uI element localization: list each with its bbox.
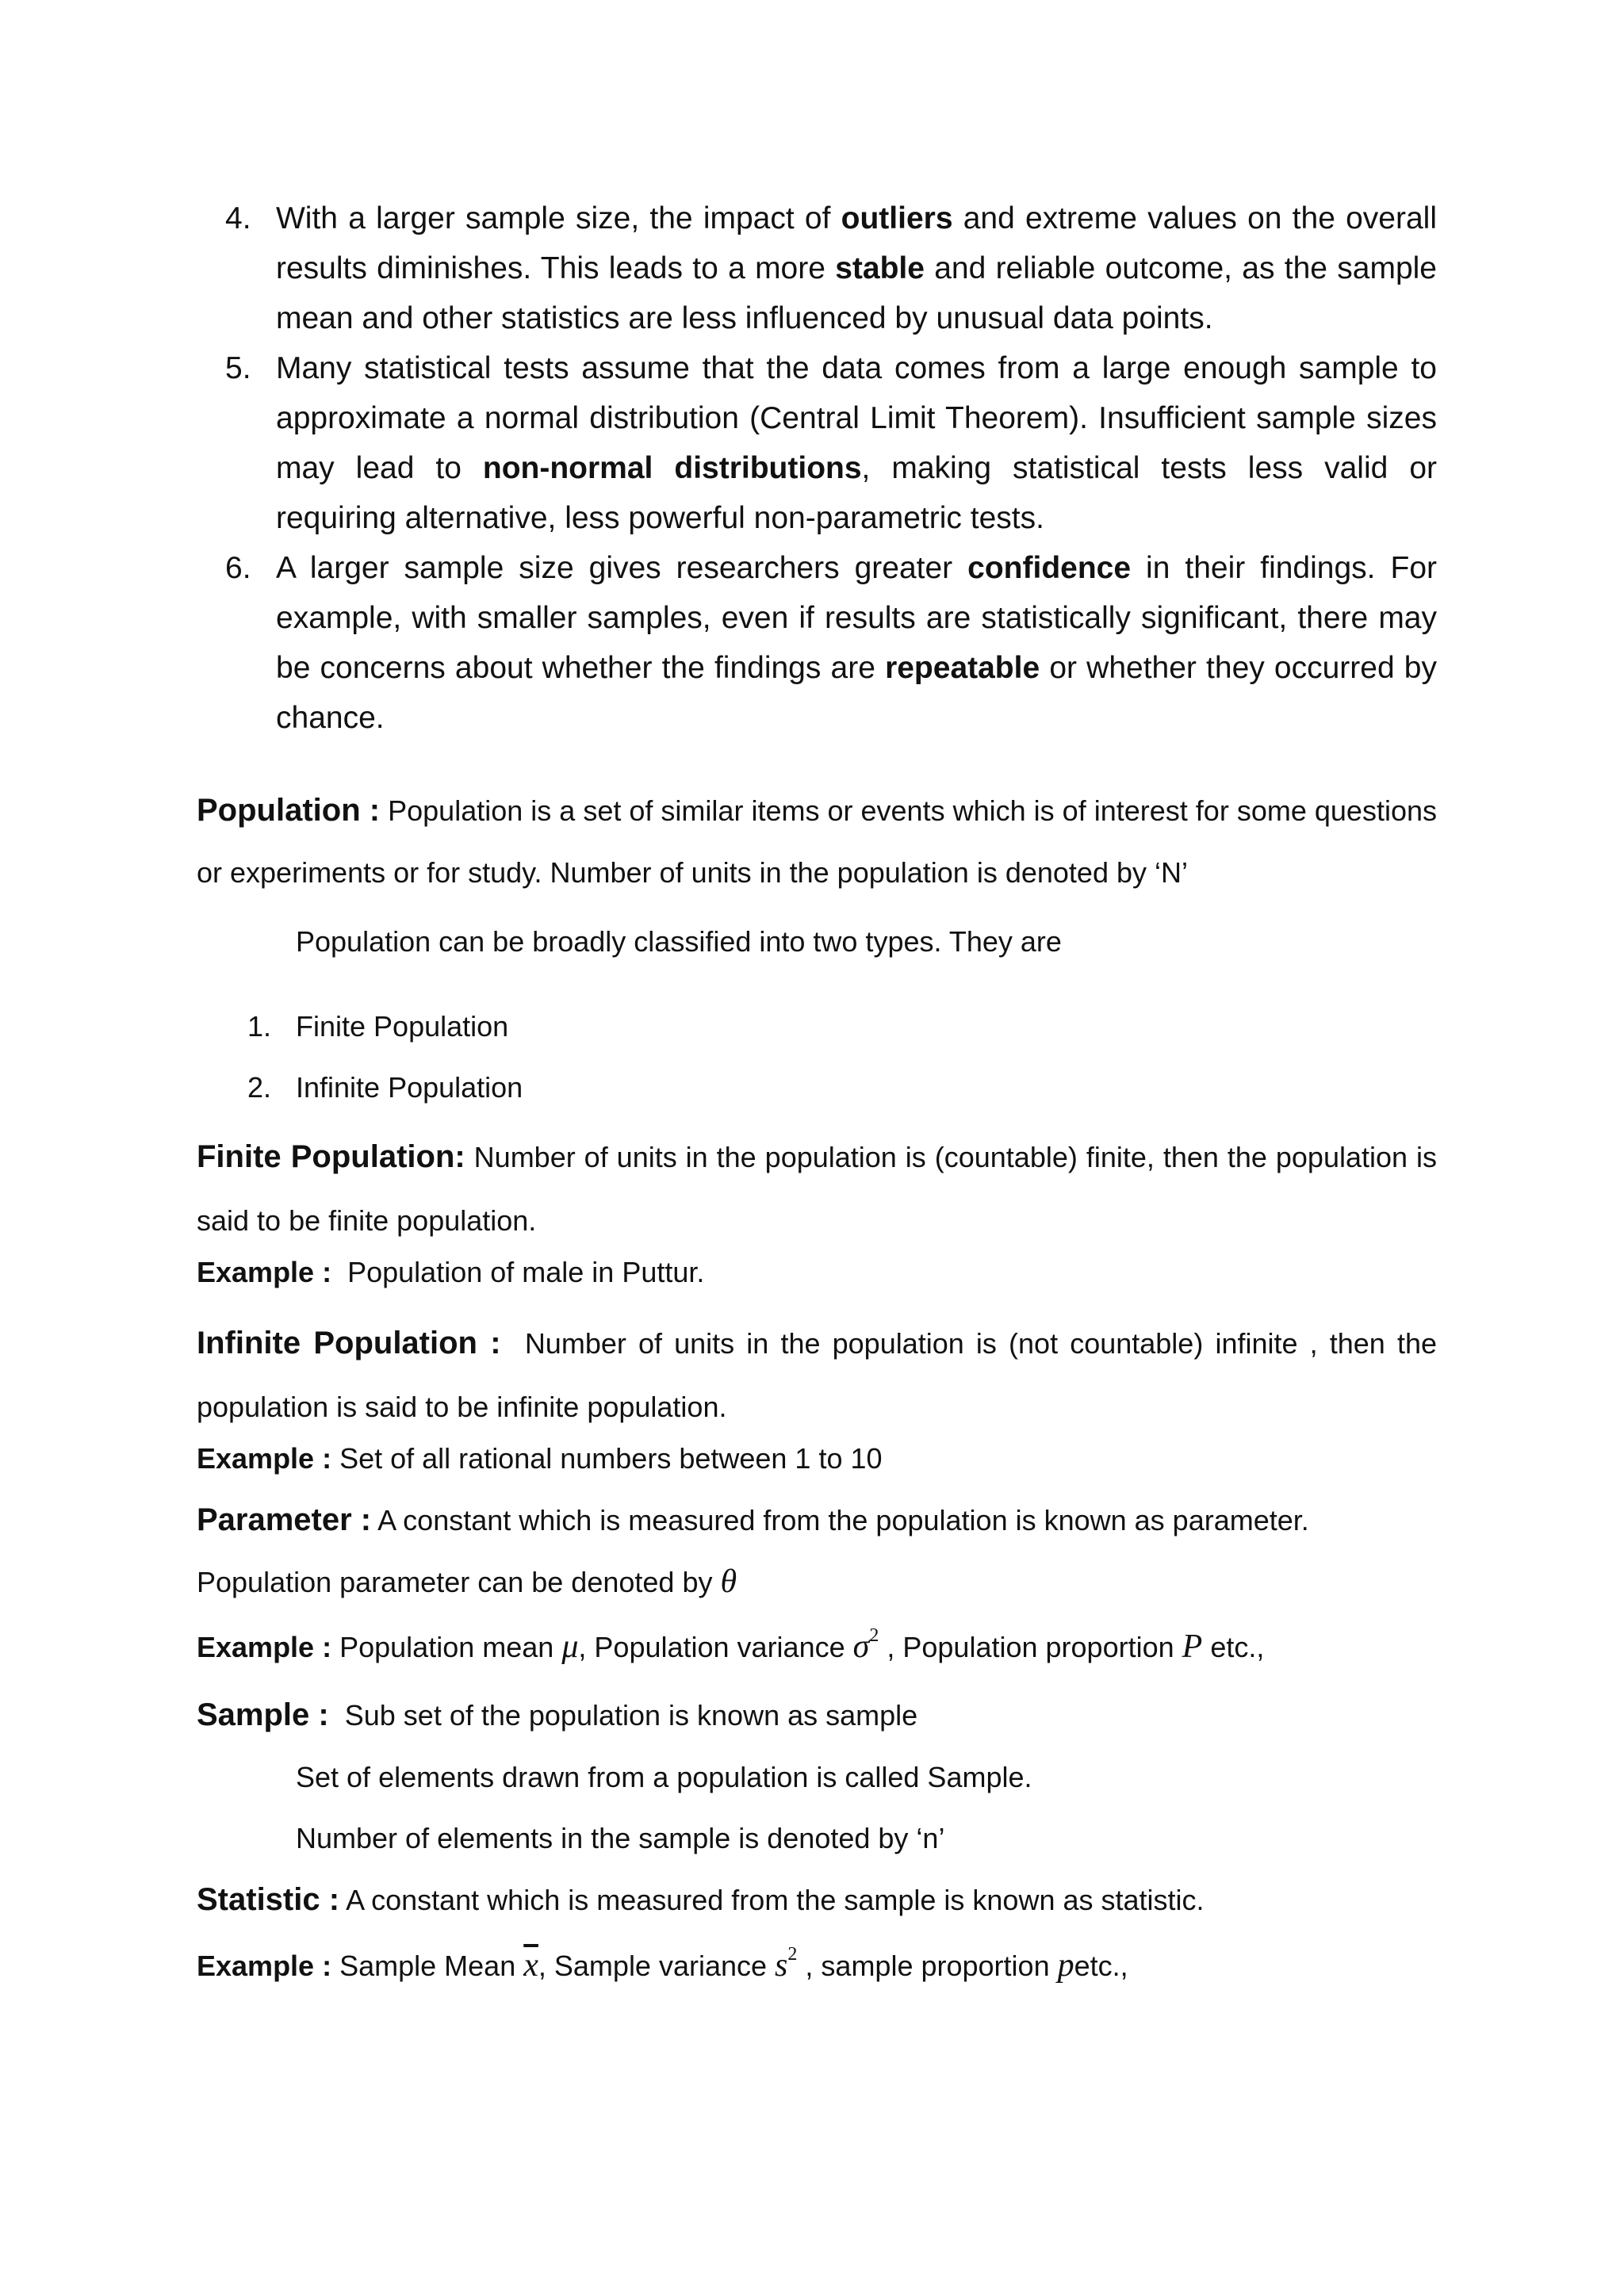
keyword-outliers: outliers — [841, 201, 953, 235]
list-number: 6. — [225, 551, 251, 585]
mu-symbol: μ — [561, 1628, 579, 1665]
finite-population-heading: Finite Population: — [197, 1139, 465, 1174]
list-item: 6. A larger sample size gives researchers greater confidence in their findings. For example, with smaller samples, even if results are statistically significant, there may be concerns about whether the findings are repeatable or whether they occurred by chance. — [197, 543, 1437, 743]
list-number: 5. — [225, 351, 251, 385]
P-symbol: P — [1182, 1628, 1203, 1665]
population-types-list — [197, 996, 523, 1118]
list-item: 5. Many statistical tests assume that the data comes from a large enough sample to approximate a normal distribution (Central Limit Theorem). Insufficient sample sizes may lead to non-normal distributions, making statistical tests less valid or requiring alternative, less powerful non-parametric tests. — [197, 343, 1437, 543]
sample-line-3: Number of elements in the sample is denoted by ‘n’ — [296, 1822, 945, 1854]
finite-example: Example : Population of male in Puttur. — [197, 1256, 705, 1288]
s-symbol: s — [775, 1947, 788, 1984]
infinite-example: Example : Set of all rational numbers between 1 to 10 — [197, 1442, 883, 1475]
finite-population-definition: Finite Population: Number of units in the population is (countable) finite, then the population is said to be finite population. — [197, 1139, 1437, 1237]
example-label: Example : — [197, 1631, 332, 1663]
infinite-population-heading: Infinite Population : — [197, 1326, 501, 1360]
parameter-definition: Parameter : A constant which is measured from the population is known as parameter. — [197, 1502, 1309, 1537]
statistic-example: Example : Sample Mean $\overline{x}$, Sample variance $s^2$ , sample proportion petc., — [197, 1944, 1128, 1984]
infinite-population-definition: Infinite Population : Number of units in the population is (not countable) infinite , then the population is said to be infinite population. — [197, 1326, 1438, 1423]
sample-size-list — [197, 193, 1437, 743]
sample-heading: Sample : — [197, 1697, 329, 1732]
theta-symbol: θ — [720, 1563, 737, 1600]
population-heading: Population : — [197, 793, 381, 828]
parameter-notation: Population parameter can be denoted by θ — [197, 1563, 737, 1600]
parameter-heading: Parameter : — [197, 1502, 372, 1537]
example-label: Example : — [197, 1442, 332, 1475]
list-item: 2. Infinite Population — [247, 1071, 523, 1104]
example-label: Example : — [197, 1256, 332, 1288]
list-item: 4. With a larger sample size, the impact of outliers and extreme values on the overall results diminishes. This leads to a more stable and reliable outcome, as the sample mean and other statistics are less influenced by unusual data points. — [197, 193, 1437, 343]
population-types-intro: Population can be broadly classified into two types. They are — [296, 925, 1062, 958]
sample-definition: Sample : Sub set of the population is known as sample — [197, 1697, 918, 1732]
p-symbol: p — [1057, 1947, 1074, 1984]
xbar-symbol: $\overline{x}$ — [523, 1947, 538, 1984]
statistic-definition: Statistic : A constant which is measured from the sample is known as statistic. — [197, 1882, 1205, 1917]
statistic-heading: Statistic : — [197, 1882, 340, 1917]
keyword-stable: stable — [835, 251, 925, 285]
keyword-confidence: confidence — [967, 551, 1132, 585]
list-item: 1. Finite Population — [247, 1010, 509, 1043]
parameter-example: Example : Population mean μ, Population variance $\sigma^2$ , Population proportion P etc., — [197, 1625, 1265, 1665]
keyword-non-normal: non-normal distributions — [482, 451, 862, 485]
keyword-repeatable: repeatable — [885, 651, 1040, 685]
population-definition: Population : Population is a set of similar items or events which is of interest for some questions or experiments or for study. Number of units in the population is denoted by ‘N’ — [197, 793, 1437, 889]
sample-line-2: Set of elements drawn from a population is called Sample. — [296, 1761, 1032, 1793]
list-number: 4. — [225, 201, 251, 235]
sigma-symbol: σ — [852, 1628, 870, 1665]
example-label: Example : — [197, 1950, 332, 1982]
